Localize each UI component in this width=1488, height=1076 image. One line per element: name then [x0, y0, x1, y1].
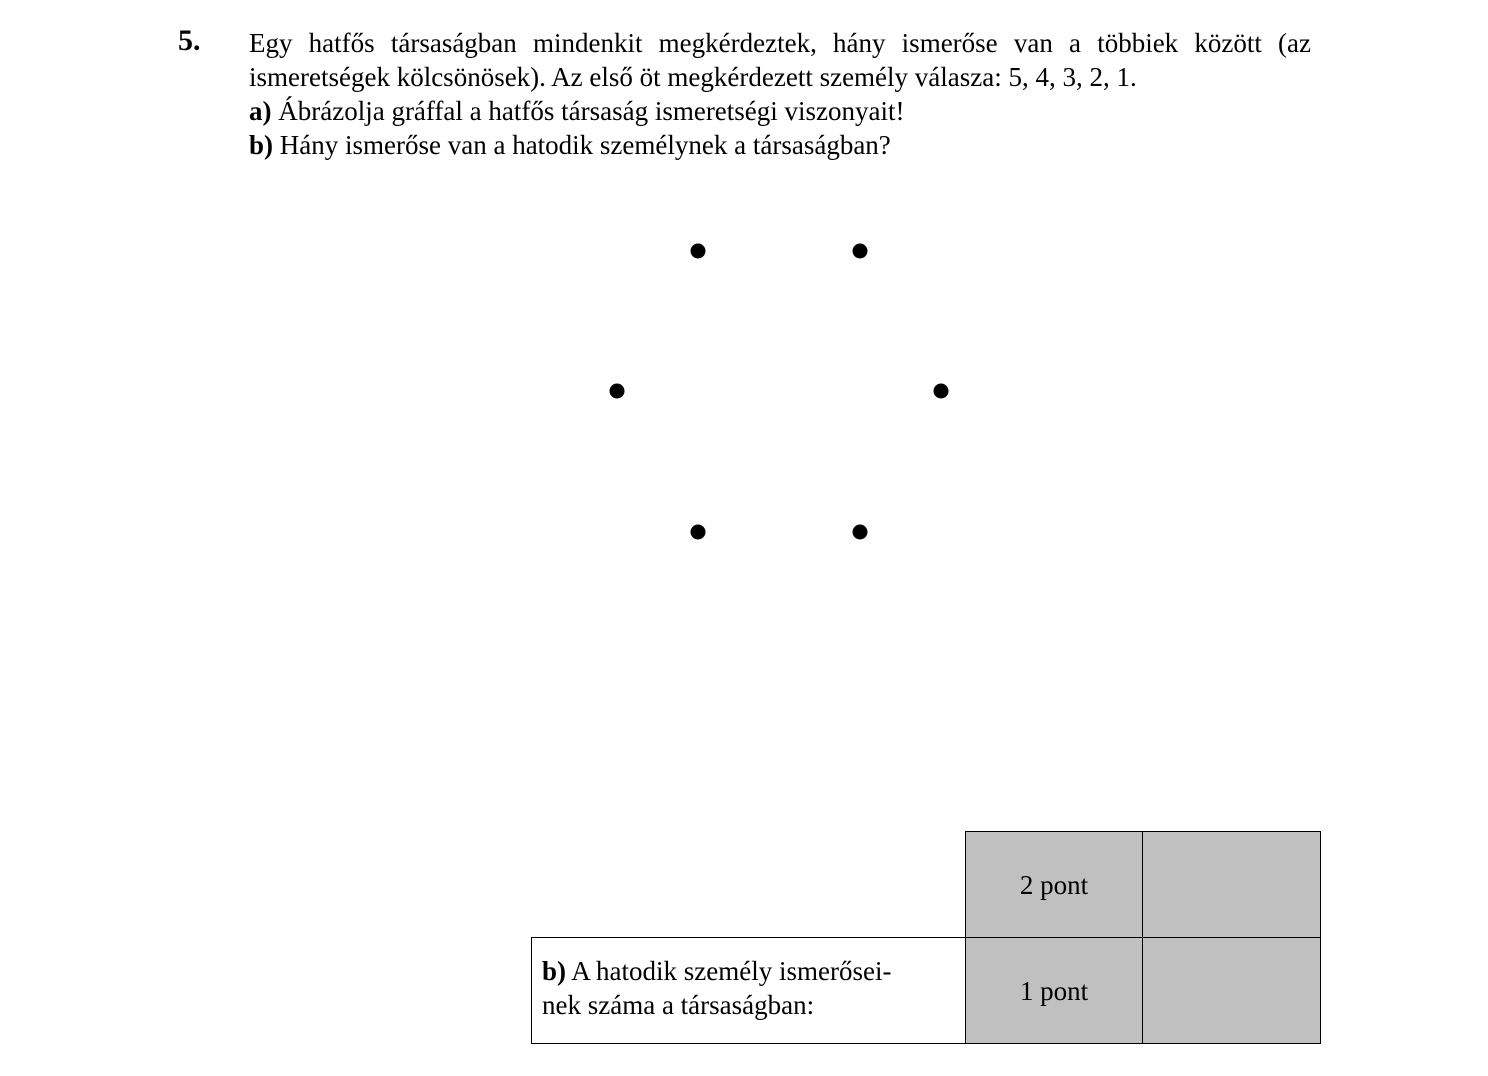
part-a-letter: a)	[249, 96, 272, 126]
part-b-text: Hány ismerőse van a hatodik személynek a társaságban?	[273, 130, 891, 160]
part-b-letter: b)	[249, 130, 274, 160]
answer-b-letter: b)	[542, 956, 567, 986]
graph-vertex[interactable]	[691, 244, 706, 259]
score-table	[531, 831, 1321, 1044]
answer-b-label-line2: nek száma a társaságban:	[542, 990, 815, 1020]
empty-cell	[532, 832, 966, 938]
graph-vertex[interactable]	[610, 384, 625, 399]
part-a-text: Ábrázolja gráffal a hatfős társaság ismeretségi viszonyait!	[271, 96, 905, 126]
problem-number: 5.	[178, 24, 201, 57]
graph-vertex[interactable]	[691, 525, 706, 540]
graph-vertex[interactable]	[853, 525, 868, 540]
score-row-a	[532, 832, 1321, 938]
grade-a-field[interactable]	[1143, 832, 1321, 938]
answer-b-label-line1: A hatodik személy ismerősei-	[566, 956, 892, 986]
answer-b-label	[532, 938, 966, 1044]
score-row-b	[532, 938, 1321, 1044]
graph-vertex[interactable]	[853, 244, 868, 259]
points-a: 2 pont	[966, 832, 1143, 938]
grade-b-field[interactable]	[1143, 938, 1321, 1044]
points-b: 1 pont	[966, 938, 1143, 1044]
graph-vertex[interactable]	[934, 384, 949, 399]
problem-intro: Egy hatfős társaságban mindenkit megkérdeztek, hány ismerőse van a többiek között (az ismeretségek kölcsönösek). Az első öt megkérdezett személy válasza: 5, 4, 3, 2, 1.	[249, 28, 1311, 92]
